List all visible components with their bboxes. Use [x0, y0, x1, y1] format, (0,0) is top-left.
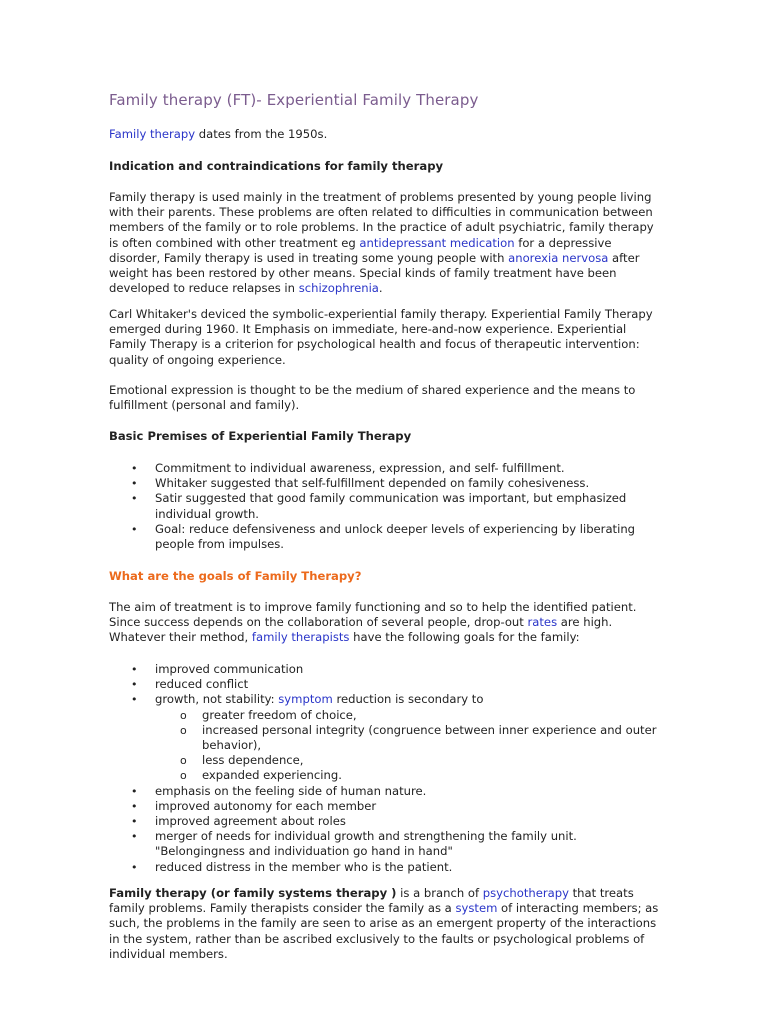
p4-text-1: The aim of treatment is to improve family functioning and so to help the identified patient. Since success depends on the collaboration of several people, drop-out	[109, 600, 637, 630]
p1-text-4: .	[378, 281, 383, 296]
intro-paragraph	[109, 127, 661, 142]
rates-link[interactable]: rates	[527, 615, 558, 630]
page-title: Family therapy (FT)- Experiential Family Therapy	[109, 91, 479, 109]
paragraph-whitaker: Carl Whitaker's deviced the symbolic-experiential family therapy. Experiential Family Therapy emerged during 1960. It Emphasis on immediate, here-and-now experience. Experiential Family Therapy is a criterion for psychological health and focus of therapeutic intervention: quality of ongoing experience.	[109, 307, 653, 367]
symptom-link[interactable]: symptom	[278, 692, 333, 707]
p4-text-2: are high. Whatever their method,	[109, 615, 613, 645]
list-item: • merger of needs for individual growth and strengthening the family unit. "Belongingness and individuation go hand in hand"	[109, 829, 661, 859]
sub-list	[155, 708, 661, 784]
list-item: • improved agreement about roles	[109, 814, 661, 829]
system-link[interactable]: system	[455, 901, 498, 916]
p5-text-2: that treats family problems. Family therapists consider the family as a	[109, 886, 634, 916]
definition-bold-term: Family therapy (or family systems therapy )	[109, 886, 397, 900]
list-item: • emphasis on the feeling side of human nature.	[109, 784, 661, 799]
paragraph-aim	[109, 600, 661, 646]
intro-text: dates from the 1950s.	[195, 127, 328, 141]
p4-text-3: have the following goals for the family:	[349, 630, 580, 645]
psychotherapy-link[interactable]: psychotherapy	[482, 886, 569, 900]
p1-text-1: Family therapy is used mainly in the treatment of problems presented by young people living with their parents. These problems are often related to difficulties in communication between members of the family or to role problems. In the practice of adult psychiatric, family therapy is often combined with other treatment eg	[109, 190, 654, 250]
list-item: • reduced conflict	[109, 677, 661, 692]
paragraph-definition	[109, 886, 661, 962]
list-item: • improved communication	[109, 662, 661, 677]
sub-list-item: o increased personal integrity (congruence between inner experience and outer behavior),	[155, 723, 661, 753]
list-item: • Commitment to individual awareness, expression, and self- fulfillment.	[109, 461, 661, 476]
p5-text-3: of interacting members; as such, the problems in the family are seen to arise as an emergent property of the interactions in the system, rather than be ascribed exclusively to the faults or psychological problems of individual members.	[109, 901, 659, 961]
sub-list-item: o less dependence,	[155, 753, 661, 768]
premises-list	[109, 461, 661, 552]
premises-heading: Basic Premises of Experiential Family Therapy	[109, 429, 412, 443]
list-item: • Goal: reduce defensiveness and unlock deeper levels of experiencing by liberating people from impulses.	[109, 522, 661, 552]
goals-list	[109, 662, 661, 875]
anorexia-nervosa-link[interactable]: anorexia nervosa	[508, 250, 609, 265]
family-therapy-link[interactable]: Family therapy	[109, 127, 196, 141]
goals-heading: What are the goals of Family Therapy?	[109, 569, 362, 583]
sub-list-item: o greater freedom of choice,	[155, 708, 661, 723]
list-item: • Whitaker suggested that self-fulfillment depended on family cohesiveness.	[109, 476, 661, 491]
schizophrenia-link[interactable]: schizophrenia	[298, 281, 379, 296]
p1-text-3: after weight has been restored by other means. Special kinds of family treatment have been developed to reduce relapses in	[109, 250, 640, 296]
goal-growth-text: growth, not stability:	[155, 692, 279, 707]
family-therapists-link[interactable]: family therapists	[251, 630, 350, 645]
sub-list-item: o expanded experiencing.	[155, 768, 661, 783]
list-item: • reduced distress in the member who is the patient.	[109, 860, 661, 875]
paragraph-indication	[109, 190, 661, 296]
p1-text-2: for a depressive disorder, Family therapy is used in treating some young people with	[109, 235, 612, 265]
p5-text-1: is a branch of	[396, 886, 483, 900]
goal-growth-text-2: reduction is secondary to	[332, 692, 484, 707]
list-item: • improved autonomy for each member	[109, 799, 661, 814]
indication-heading: Indication and contraindications for family therapy	[109, 159, 444, 173]
list-item	[109, 692, 661, 783]
paragraph-emotional-expression: Emotional expression is thought to be the medium of shared experience and the means to fulfillment (personal and family).	[109, 383, 636, 413]
antidepressant-medication-link[interactable]: antidepressant medication	[359, 235, 515, 250]
list-item: • Satir suggested that good family communication was important, but emphasized individual growth.	[109, 491, 661, 521]
